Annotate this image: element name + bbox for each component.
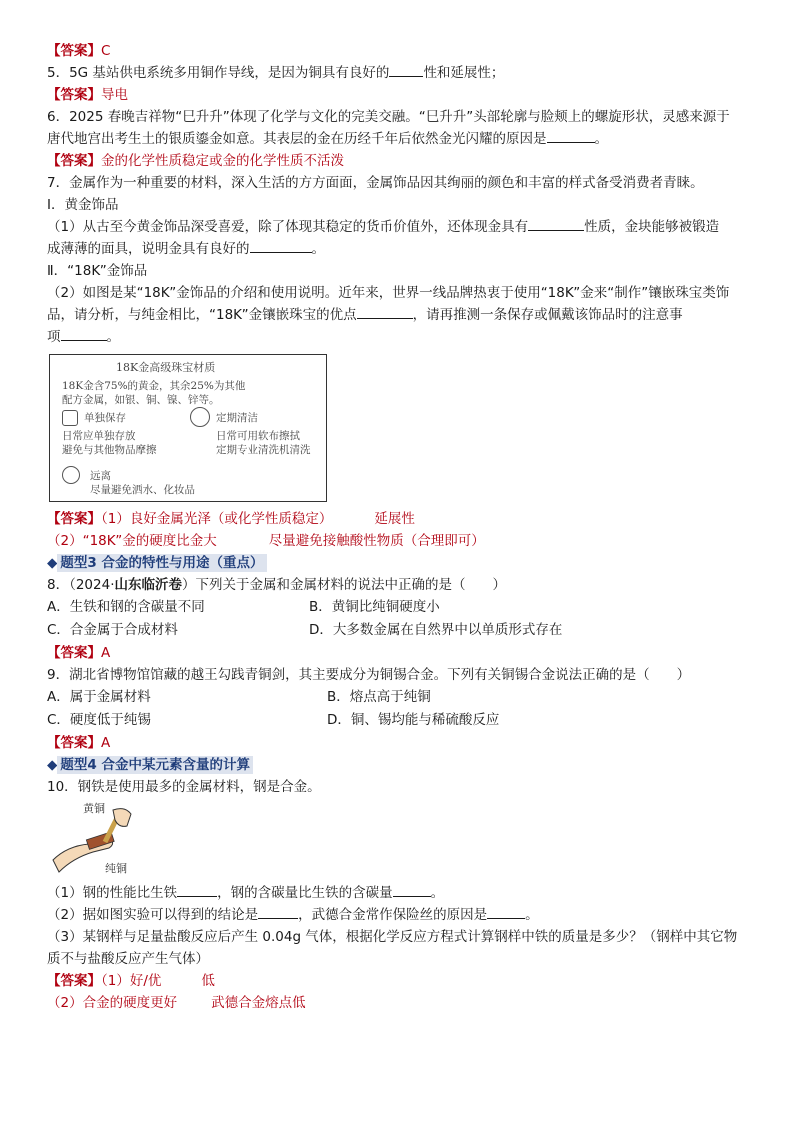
question-7: 7．金属作为一种重要的材料，深入生活的方方面面，金属饰品因其绚丽的颜色和丰富的样式备受消费者青睐。 bbox=[47, 175, 704, 191]
q9-options-row2: C．硬度低于纯锡 D．铜、锡均能与稀硫酸反应 bbox=[47, 712, 500, 728]
section-heading: Ⅱ．“18K”金饰品 bbox=[47, 263, 148, 279]
q9-options-row1: A．属于金属材料 B．熔点高于纯铜 bbox=[47, 689, 431, 705]
question-5: 5．5G 基站供电系统多用铜作导线，是因为铜具有良好的 性和延展性； bbox=[47, 62, 747, 84]
blank bbox=[487, 904, 525, 919]
blank bbox=[177, 882, 217, 897]
diamond-icon: ◆ bbox=[47, 555, 58, 571]
answer-q9: 【答案】A bbox=[47, 735, 111, 751]
answer-q8: 【答案】A bbox=[47, 645, 111, 661]
document-page: 【答案】C 5．5G 基站供电系统多用铜作导线，是因为铜具有良好的 性和延展性； 【答案】导电 6．2025 春晚吉祥物“巳升升”体现了化学与文化的完美交融。“巳升升”头部轮廓与脸颊上的螺旋形状，灵感来源于 唐代地宫出考生土的银质鎏金如意。其表层的金在历经千年后依然金光闪耀的原因是 。 【答案】金的化学性质稳定或金的化学性质不活泼 7．金属作为一种重要的材料，深入生活的方方面面，金属饰品因其绚丽的颜色和丰富的样式备受消费者青睐。 Ⅰ．黄金饰品 （1）从古至今黄金饰品深受喜爱，除了体现其稳定的货币价值外，还体现金具有 性质，金块能够被锻造 成薄薄的面具，说明金具有良好的 。 Ⅱ．“18K”金饰品 （2）如图是某“18K”金饰品的介绍和使用说明。近年来，世界一线品牌热衷于使用“18K”金来“制作”镶嵌珠宝类饰 品，请分析，与纯金相比，“18K”金镶嵌珠宝的优点 ，请再推测一条保存或佩戴该饰品时的注意事 项 。 18K金高级珠宝材质 18K金含75%的黄金，其余25%为其他 配方金属，如银、铜、镍、锌等。 单独保存 日常应单独存放 避免与其他物品摩擦 定期清洁 日常可用软布擦拭 定期专业清洗机清洗 远离 尽量避免洒水、化妆品 【答案】（1）良好金属光泽（或化学性质稳定） 延展性 （2）“18K”金的硬度比金大 尽量避免接触酸性物质（合理即可） ◆ 题型3 合金的特性与用途（重点） 8．（2024·山东临沂卷）下列关于金属和金属材料的说法中正确的是（ ） A．生铁和钢的含碳量不同 B．黄铜比纯铜硬度小 C．合金属于合成材料 D．大多数金属在自然界中以单质形式存在 【答案】A 9．湖北省博物馆馆藏的越王勾践青铜剑，其主要成分为铜锡合金。下列有关铜锡合金说法正确的是（ ） A．属于金属材料 B．熔点高于纯铜 C．硬度低于纯锡 D．铜、锡均能与稀硫酸反应 【答案】A ◆ 题型4 合金中某元素含量的计算 10．钢铁是使用最多的金属材料，钢是合金。 黄铜 纯铜 （1）钢的性能比生铁 ，钢的含碳量比生铁的含碳量 。 （2）据如图实验可以得到的结论是 ，武德合金常作保险丝的原因是 。 （3）某钢样与足量盐酸反应后产生 0.04g 气体，根据化学反应方程式计算钢样中铁的质量是多少？（钢样中其它物 质不与盐酸反应产生气体） 【答案】（1）好/优 低 （2）合金的硬度更好 武德合金熔点低 bbox=[47, 40, 747, 1014]
answer-q5: 【答案】导电 bbox=[47, 87, 128, 103]
blank bbox=[258, 904, 298, 919]
blank bbox=[61, 326, 107, 341]
blank bbox=[528, 216, 584, 231]
blank bbox=[357, 304, 413, 319]
section-heading: Ⅰ．黄金饰品 bbox=[47, 197, 119, 213]
section-heading-4: ◆ 题型4 合金中某元素含量的计算 bbox=[47, 754, 747, 776]
q8-options-row1: A．生铁和钢的含碳量不同 B．黄铜比纯铜硬度小 bbox=[47, 599, 440, 615]
figure-title: 18K金高级珠宝材质 bbox=[116, 361, 216, 374]
hands-scratching-icon bbox=[49, 800, 149, 880]
blank bbox=[389, 62, 423, 77]
blank bbox=[393, 882, 431, 897]
question-10: 10．钢铁是使用最多的金属材料，钢是合金。 bbox=[47, 779, 321, 795]
answer-q7: 【答案】（1）良好金属光泽（或化学性质稳定） 延展性 bbox=[47, 511, 415, 527]
no-water-icon bbox=[62, 466, 80, 484]
question-9: 9．湖北省博物馆馆藏的越王勾践青铜剑，其主要成分为铜锡合金。下列有关铜锡合金说法正确的是（ ） bbox=[47, 667, 691, 683]
question-8: 8．（2024·山东临沂卷）下列关于金属和金属材料的说法中正确的是（ ） bbox=[47, 577, 506, 593]
clean-wave-icon bbox=[190, 407, 210, 427]
blank bbox=[250, 238, 312, 253]
jewelry-info-figure: 18K金高级珠宝材质 18K金含75%的黄金，其余25%为其他 配方金属，如银、铜、镍、锌等。 单独保存 日常应单独存放 避免与其他物品摩擦 定期清洁 日常可用软布擦拭 定期专业清洗机清洗 远离 尽量避免洒水、化妆品 bbox=[49, 354, 327, 502]
diamond-icon: ◆ bbox=[47, 757, 58, 773]
q8-options-row2: C．合金属于合成材料 D．大多数金属在自然界中以单质形式存在 bbox=[47, 622, 563, 638]
storage-box-icon bbox=[62, 410, 78, 426]
question-6: 6．2025 春晚吉祥物“巳升升”体现了化学与文化的完美交融。“巳升升”头部轮廓与脸颊上的螺旋形状，灵感来源于 bbox=[47, 109, 730, 125]
section-heading-3: ◆ 题型3 合金的特性与用途（重点） bbox=[47, 552, 747, 574]
blank bbox=[547, 128, 595, 143]
answer-q10: 【答案】（1）好/优 低 bbox=[47, 973, 215, 989]
answer-q4: 【答案】C bbox=[47, 43, 111, 59]
answer-q6: 【答案】金的化学性质稳定或金的化学性质不活泼 bbox=[47, 153, 344, 169]
scratch-test-figure: 黄铜 纯铜 bbox=[49, 800, 149, 880]
